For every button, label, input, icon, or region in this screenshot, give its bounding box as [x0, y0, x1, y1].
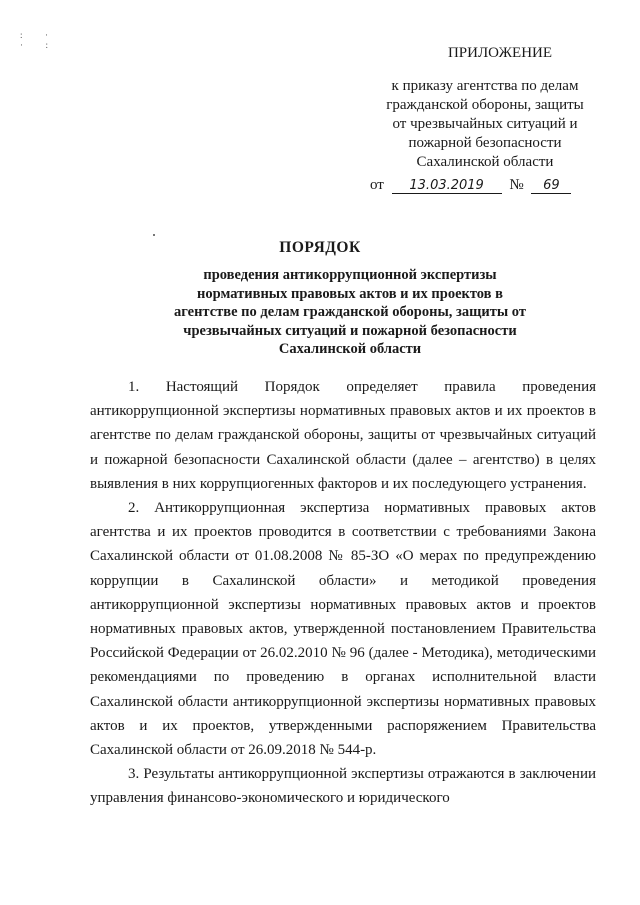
scan-dot — [153, 234, 155, 236]
document-subtitle — [150, 266, 550, 359]
annex-line: к приказу агентства по делам — [391, 78, 579, 94]
document-title: ПОРЯДОК — [279, 239, 361, 256]
annex-line: Сахалинской области — [416, 154, 554, 170]
subtitle-line: Сахалинской области — [278, 341, 422, 357]
subtitle-line: чрезвычайных ситуаций и пожарной безопасности — [183, 322, 517, 339]
handwritten-number: 69 — [531, 179, 571, 194]
number-prefix: № — [509, 177, 524, 193]
document-body — [90, 375, 596, 811]
scan-artifact-marks: : · · : — [20, 30, 54, 50]
subtitle-line: проведения антикоррупционной экспертизы — [203, 267, 497, 283]
annex-title: ПРИЛОЖЕНИЕ — [447, 45, 553, 61]
annex-date-row — [370, 176, 600, 195]
annex-line: гражданской обороны, защиты — [386, 97, 584, 113]
annex-block — [370, 44, 600, 195]
subtitle-line: агентстве по делам гражданской обороны, защиты от — [174, 304, 526, 320]
subtitle-line: нормативных правовых актов и их проектов в — [197, 285, 503, 302]
paragraph-2: 2. Антикоррупционная экспертиза нормативных правовых актов агентства и их проектов проводится в соответствии с требованиями Закона Сахалинской области от 01.08.2008 № 85-ЗО «О мерах по предупреждению коррупции в Сахалинской области» и методикой проведения антикоррупционной экспертизы нормативных правовых актов и проектов нормативных правовых актов, утвержденной постановлением Правительства Российской Федерации от 26.02.2010 № 96 (далее - Методика), методическими рекомендациями по проведению в органах исполнительной власти Сахалинской области антикоррупционной экспертизы нормативных правовых актов и их проектов, утвержденными распоряжением Правительства Сахалинской области от 26.09.2018 № 544-р. — [90, 500, 596, 759]
paragraph-3: 3. Результаты антикоррупционной экспертизы отражаются в заключении управления финансово-экономического и юридического — [90, 766, 596, 807]
date-prefix: от — [370, 177, 384, 193]
annex-line: от чрезвычайных ситуаций и — [392, 116, 578, 132]
paragraph-1: 1. Настоящий Порядок определяет правила проведения антикоррупционной экспертизы нормативных правовых актов и их проектов в агентстве по делам гражданской обороны, защиты от чрезвычайных ситуаций и пожарной безопасности Сахалинской области (далее – агентство) в целях выявления в них коррупциогенных факторов и их последующего устранения. — [90, 379, 596, 492]
handwritten-date: 13.03.2019 — [392, 179, 502, 194]
annex-line: пожарной безопасности — [408, 135, 562, 151]
